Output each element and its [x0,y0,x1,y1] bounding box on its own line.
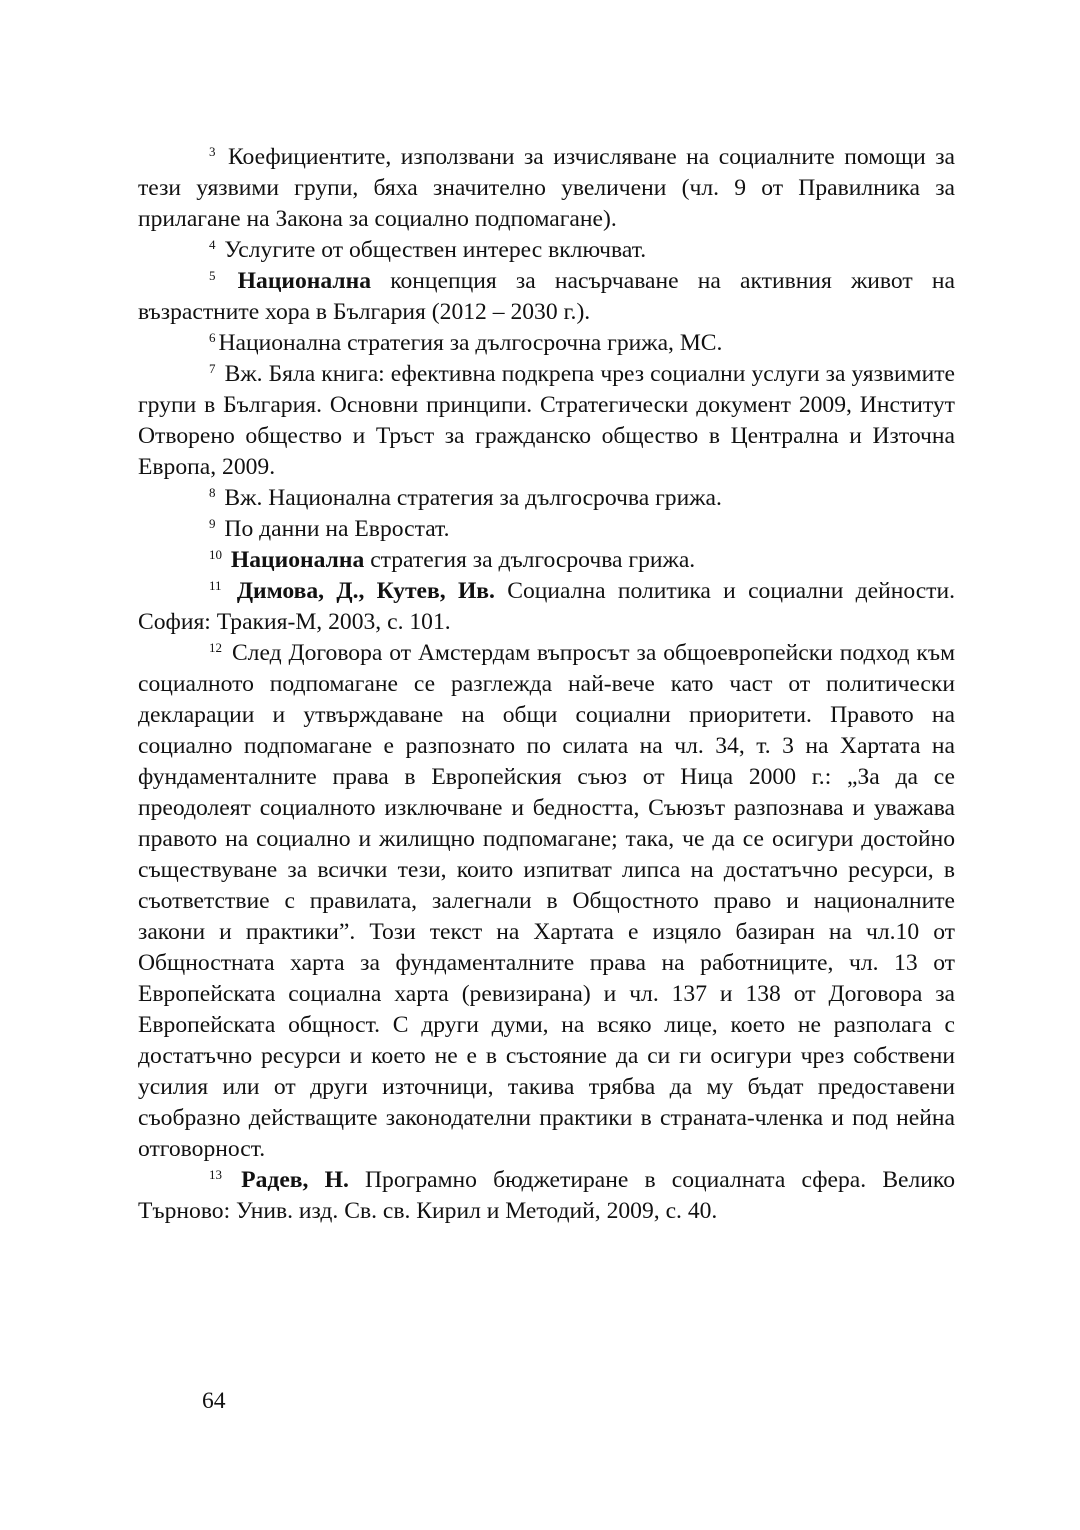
footnote-text: стратегия за дългосрочва грижа. [370,547,696,573]
footnote-text: Услугите от обществен интерес включват. [224,237,647,263]
footnote-text: Вж. Национална стратегия за дългосрочва грижа. [224,485,722,511]
page-number: 64 [202,1388,226,1414]
footnote-number: 12 [209,639,222,655]
footnote-number: 13 [209,1166,222,1182]
footnote-number: 5 [209,267,216,283]
footnote-number: 9 [209,515,216,531]
footnote-bold-text: Димова, Д., Кутев, Ив. [236,578,495,604]
footnote-number: 8 [209,484,216,500]
footnote-4 [138,235,955,266]
footnote-number: 10 [209,546,222,562]
footnote-9 [138,514,955,545]
footnote-bold-text: Радев, Н. [241,1167,349,1193]
footnote-7 [138,359,955,483]
footnote-text: Коефициентите, използвани за изчисляване на социалните помощи за тези уязвими групи, бяха значително увеличени (чл. 9 от Правилника за прилагане на Закона за социално подпомагане). [138,144,955,232]
footnote-3 [138,142,955,235]
footnote-number: 7 [209,360,216,376]
footnote-5 [138,266,955,328]
footnote-text: концепция за насърчаване на активния живот на възрастните хора в България (2012 – 2030 г.). [138,268,955,325]
footnote-number: 11 [209,577,222,593]
footnote-bold-text: Национална [230,547,365,573]
footnote-text: Национална стратегия за дългосрочна грижа, МС. [218,330,723,356]
footnote-number: 4 [209,236,216,252]
footnote-13 [138,1165,955,1227]
footnotes-section [138,142,955,1227]
footnote-11 [138,576,955,638]
footnote-number: 6 [209,329,216,345]
footnote-12 [138,638,955,1165]
footnote-6 [138,328,955,359]
footnote-text: Социална политика и социални дейности. София: Тракия-М, 2003, с. 101. [138,578,956,635]
footnote-bold-text: Национална [237,268,372,294]
footnote-10 [138,545,955,576]
footnote-text: След Договора от Амстердам въпросът за общоевропейски подход към социалното подпомагане се разглежда най-вече като част от политически декларации и утвърждаване на общи социални приоритети. Правото на социално подпомагане е разпознато по силата на чл. 34, т. 3 на Хартата на фундаменталните права в Европейския съюз от Ница 2000 г.: „За да се преодолеят социалното изключване и бедността, Съюзът разпознава и уважава правото на социално и жилищно подпомагане; така, че да се осигури достойно съществуване за всички тези, които изпитват липса на достатъчно ресурси, в съответствие с правилата, залегнали в Общостното право и националните закони и практики”. Този текст на Хартата е изцяло базиран на чл.10 от Общностната харта за фундаменталните права на работниците, чл. 13 от Европейската социална харта (ревизирана) и чл. 137 и 138 от Договора за Европейската общност. С други думи, на всяко лице, което не разполага с достатъчно ресурси и което не е в състояние да си ги осигури чрез собствени усилия или от други източници, такива трябва да му бъдат предоставени съобразно действащите законодателни практики в страната-членка и под нейна отговорност. [138,640,955,1162]
footnote-text: Вж. Бяла книга: ефективна подкрепа чрез социални услуги за уязвимите групи в България. Основни принципи. Стратегически документ 2009, Институт Отворено общество и Тръст за гражданско общество в Централна и Източна Европа, 2009. [138,361,956,480]
footnote-8 [138,483,955,514]
footnote-text: По данни на Евростат. [224,516,450,542]
footnote-number: 3 [209,143,216,159]
footnote-text: Програмно бюджетиране в социалната сфера. Велико Търново: Унив. изд. Св. св. Кирил и Методий, 2009, с. 40. [138,1167,955,1224]
